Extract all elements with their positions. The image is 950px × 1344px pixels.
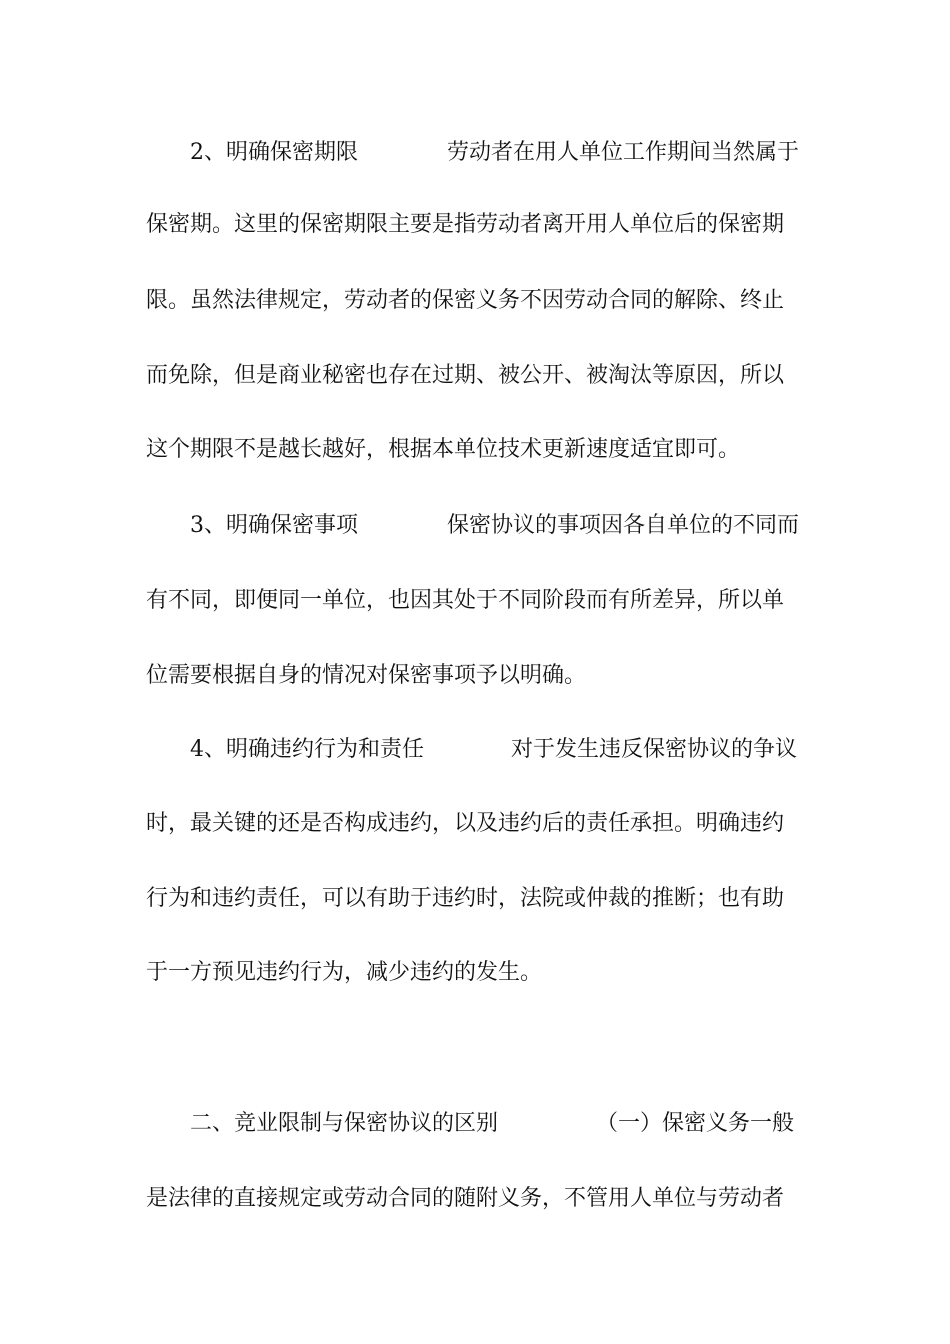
paragraph-line: 行为和违约责任，可以有助于违约时，法院或仲裁的推断；也有助	[146, 886, 785, 911]
paragraph-line: 保密期。这里的保密期限主要是指劳动者离开用人单位后的保密期	[146, 212, 785, 237]
paragraph-line: 于一方预见违约行为，减少违约的发生。	[146, 960, 543, 985]
section-heading: 4、明确违约行为和责任	[190, 737, 424, 762]
section-heading: 3、明确保密事项	[190, 513, 358, 538]
paragraph-line: 位需要根据自身的情况对保密事项予以明确。	[146, 663, 587, 688]
paragraph-text: 对于发生违反保密协议的争议	[511, 737, 798, 762]
paragraph-text: （一）保密义务一般	[596, 1111, 795, 1136]
paragraph-line: 限。虽然法律规定，劳动者的保密义务不因劳动合同的解除、终止	[146, 288, 785, 313]
paragraph-line	[190, 1106, 806, 1142]
section-heading: 二、竞业限制与保密协议的区别	[190, 1111, 499, 1136]
section-heading: 2、明确保密期限	[190, 140, 358, 165]
paragraph-text: 保密协议的事项因各自单位的不同而	[447, 513, 800, 538]
paragraph-text: 劳动者在用人单位工作期间当然属于	[447, 140, 800, 165]
paragraph-line: 这个期限不是越长越好，根据本单位技术更新速度适宜即可。	[146, 437, 741, 462]
paragraph-line	[190, 508, 806, 544]
paragraph-line: 有不同，即便同一单位，也因其处于不同阶段而有所差异，所以单	[146, 588, 785, 613]
paragraph-line	[190, 732, 806, 768]
paragraph-line: 而免除，但是商业秘密也存在过期、被公开、被淘汰等原因，所以	[146, 363, 785, 388]
paragraph-line	[190, 135, 806, 171]
paragraph-line: 是法律的直接规定或劳动合同的随附义务，不管用人单位与劳动者	[146, 1186, 785, 1211]
paragraph-line: 时，最关键的还是否构成违约，以及违约后的责任承担。明确违约	[146, 811, 785, 836]
